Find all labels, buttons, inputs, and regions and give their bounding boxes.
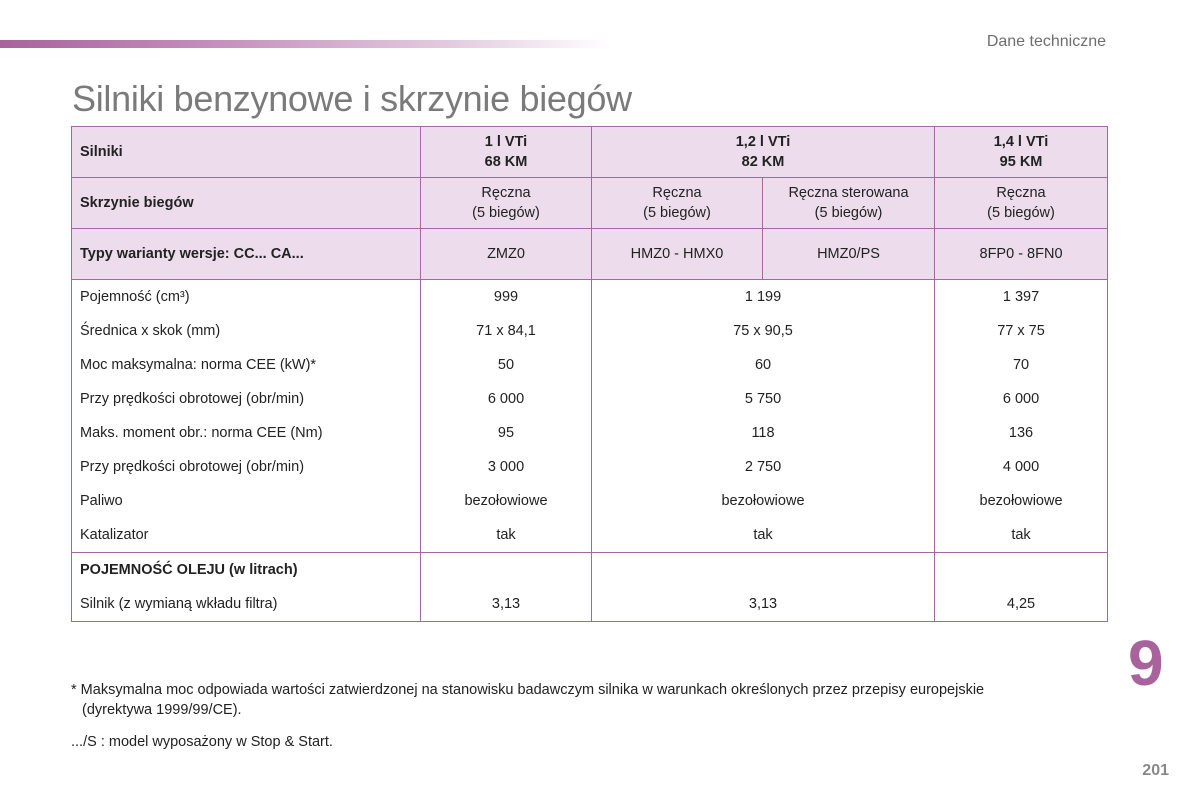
table-row — [72, 450, 1108, 484]
table-cell: tak — [421, 518, 592, 553]
table-cell: 3 000 — [421, 450, 592, 484]
table-cell: 1 397 — [935, 280, 1108, 315]
gearbox-type: Ręczna — [652, 185, 702, 201]
table-row — [72, 280, 1108, 315]
table-cell: bezołowiowe — [935, 484, 1108, 518]
section-label: Dane techniczne — [986, 33, 1106, 50]
table-cell: 4,25 — [935, 587, 1108, 622]
gearbox-cell — [592, 178, 763, 229]
type-cell: ZMZ0 — [421, 229, 592, 280]
footnote-line: (dyrektywa 1999/99/CE). — [82, 702, 242, 718]
table-row — [72, 382, 1108, 416]
type-cell: HMZ0 - HMX0 — [592, 229, 763, 280]
page-number: 201 — [1142, 762, 1169, 779]
table-cell: 70 — [935, 348, 1108, 382]
engines-row — [72, 127, 1108, 178]
header-accent-bar — [0, 40, 610, 48]
engine-cell — [935, 127, 1108, 178]
footnote — [71, 680, 1071, 720]
engines-label: Silniki — [72, 127, 421, 178]
gearbox-label: Skrzynie biegów — [72, 178, 421, 229]
gearbox-row — [72, 178, 1108, 229]
table-cell: 6 000 — [421, 382, 592, 416]
table-cell: 5 750 — [592, 382, 935, 416]
table-cell: 136 — [935, 416, 1108, 450]
gearbox-speeds: (5 biegów) — [643, 205, 711, 221]
footnote-line: * Maksymalna moc odpowiada wartości zatwierdzonej na stanowisku badawczym silnika w warunkach określonych przez przepisy europejskie — [71, 682, 985, 698]
gearbox-cell — [421, 178, 592, 229]
chapter-number: 9 — [1128, 627, 1164, 699]
page-title: Silniki benzynowe i skrzynie biegów — [72, 78, 632, 119]
table-cell: 95 — [421, 416, 592, 450]
table-cell: 50 — [421, 348, 592, 382]
engine-spec-table — [71, 126, 1108, 622]
gearbox-speeds: (5 biegów) — [472, 205, 540, 221]
table-cell: 75 x 90,5 — [592, 314, 935, 348]
table-row — [72, 314, 1108, 348]
row-label: Przy prędkości obrotowej (obr/min) — [72, 450, 421, 484]
engine-name: 1,4 l VTi — [993, 134, 1049, 150]
gearbox-type: Ręczna — [996, 185, 1046, 201]
engine-power: 95 KM — [999, 154, 1043, 170]
engine-power: 68 KM — [484, 154, 528, 170]
type-cell: HMZ0/PS — [763, 229, 935, 280]
table-cell: 999 — [421, 280, 592, 315]
row-label: Silnik (z wymianą wkładu filtra) — [72, 587, 421, 622]
engine-cell — [592, 127, 935, 178]
table-row — [72, 416, 1108, 450]
row-label: Średnica x skok (mm) — [72, 314, 421, 348]
row-label: Moc maksymalna: norma CEE (kW)* — [72, 348, 421, 382]
table-cell: 3,13 — [592, 587, 935, 622]
table-cell: tak — [592, 518, 935, 553]
gearbox-cell — [763, 178, 935, 229]
engine-power: 82 KM — [741, 154, 785, 170]
table-cell — [421, 553, 592, 588]
row-label: Przy prędkości obrotowej (obr/min) — [72, 382, 421, 416]
table-cell: 4 000 — [935, 450, 1108, 484]
types-label: Typy warianty wersje: CC... CA... — [72, 229, 421, 280]
row-label: Katalizator — [72, 518, 421, 553]
table-row — [72, 484, 1108, 518]
table-cell: bezołowiowe — [421, 484, 592, 518]
gearbox-cell — [935, 178, 1108, 229]
table-cell: tak — [935, 518, 1108, 553]
row-label: Pojemność (cm³) — [72, 280, 421, 315]
table-row — [72, 348, 1108, 382]
gearbox-speeds: (5 biegów) — [814, 205, 883, 221]
table-cell: 6 000 — [935, 382, 1108, 416]
gearbox-type: Ręczna — [481, 185, 531, 201]
table-cell: 118 — [592, 416, 935, 450]
table-cell: 77 x 75 — [935, 314, 1108, 348]
oil-heading-row — [72, 553, 1108, 588]
engine-name: 1,2 l VTi — [735, 134, 791, 150]
engine-name: 1 l VTi — [484, 134, 528, 150]
table-cell — [935, 553, 1108, 588]
table-cell: 71 x 84,1 — [421, 314, 592, 348]
type-cell: 8FP0 - 8FN0 — [935, 229, 1108, 280]
oil-row — [72, 587, 1108, 622]
gearbox-speeds: (5 biegów) — [987, 205, 1055, 221]
table-cell: 2 750 — [592, 450, 935, 484]
table-cell: bezołowiowe — [592, 484, 935, 518]
types-row — [72, 229, 1108, 280]
table-cell: 1 199 — [592, 280, 935, 315]
gearbox-type: Ręczna sterowana — [788, 185, 909, 201]
table-cell — [592, 553, 935, 588]
table-cell: 3,13 — [421, 587, 592, 622]
row-label: Maks. moment obr.: norma CEE (Nm) — [72, 416, 421, 450]
engine-cell — [421, 127, 592, 178]
table-row — [72, 518, 1108, 553]
table-cell: 60 — [592, 348, 935, 382]
stop-start-note: .../S : model wyposażony w Stop & Start. — [71, 734, 333, 750]
oil-capacity-heading: POJEMNOŚĆ OLEJU (w litrach) — [72, 553, 421, 588]
row-label: Paliwo — [72, 484, 421, 518]
